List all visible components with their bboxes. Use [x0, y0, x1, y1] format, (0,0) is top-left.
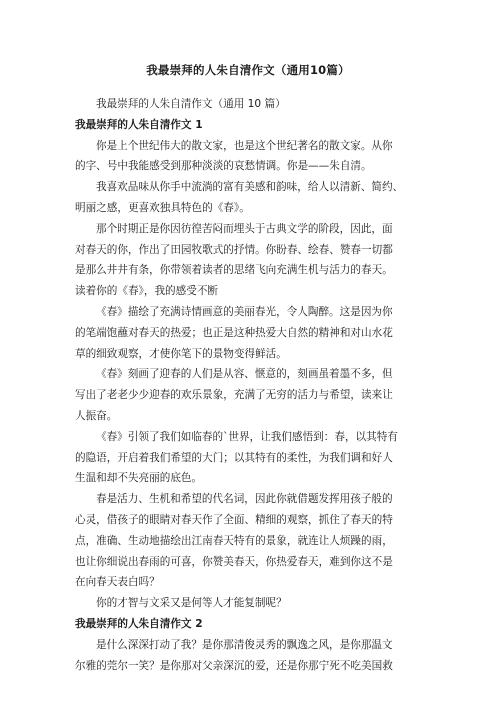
document-body	[75, 94, 426, 676]
text-line: 的隐语，开启着我们希望的大门；以其特有的柔性，为我们调和好人	[75, 451, 393, 464]
text-line: 春是活力、生机和希望的代名词，因此你就借题发挥用孩子般的	[96, 493, 393, 506]
text-line: 读着你的《春》，我的感受不断	[75, 285, 219, 298]
text-line: 草的细致观察，才使你笔下的景物变得鲜活。	[75, 347, 287, 360]
text-line: 《春》引领了我们如临春的`世界，让我们感悟到：春，以其特有	[96, 430, 398, 443]
section-heading: 我最崇拜的人朱自清作文 2	[75, 617, 203, 630]
text-line: 那个时期正是你因彷徨苦闷而埋头于古典文学的阶段，因此，面	[96, 222, 393, 235]
text-line: 的笔端饱蘸对春天的热爱；也正是这种热爱大自然的精神和对山水花	[75, 326, 393, 339]
text-line: 也让你细说出春雨的可喜，你赞美春天，你热爱春天，难到你这不是	[75, 555, 393, 568]
text-line: 我喜欢品味从你手中流淌的富有美感和韵味，给人以清新、简约、	[96, 181, 404, 194]
text-line: 在向春天表白吗？	[75, 576, 160, 589]
text-line: 尔雅的莞尔一笑？是你那对父亲深沉的爱，还是你那宁死不吃美国救	[75, 659, 393, 672]
text-line: 我最崇拜的人朱自清作文（通用 10 篇）	[96, 98, 286, 110]
text-line: 《春》刻画了迎春的人们是从容、惬意的，刻画虽着墨不多，但	[96, 368, 393, 381]
text-line: 心灵，借孩子的眼睛对春天作了全面、精细的观察，抓住了春天的特	[75, 513, 393, 526]
document-title: 我最崇拜的人朱自清作文（通用10篇）	[146, 63, 350, 77]
text-line: 是那么井井有条，你带领着读者的思绪飞向充满生机与活力的春天。	[75, 264, 393, 277]
text-line: 是什么深深打动了我？是你那清俊灵秀的飘逸之风，是你那温文	[96, 638, 393, 651]
text-line: 点，准确、生动地描绘出江南春天特有的景象，就连让人烦躁的雨，	[75, 534, 393, 547]
text-line: 对春天的你，作出了田园牧歌式的抒情。你盼春、绘春、赞春一切都	[75, 243, 393, 256]
text-line: 人振奋。	[75, 409, 118, 422]
text-line: 明丽之感，更喜欢独具特色的《春》。	[75, 201, 250, 214]
text-line: 的字、号中我能感受到那种淡淡的哀愁情调。你是——朱自清。	[75, 160, 372, 173]
text-line: 《春》描绘了充满诗情画意的美丽春光，令人陶醉。这是因为你	[96, 305, 393, 318]
section-heading: 我最崇拜的人朱自清作文 1	[75, 118, 203, 131]
text-line: 你是上个世纪伟大的散文家，也是这个世纪著名的散文家。从你	[96, 139, 393, 152]
text-line: 写出了老老少少迎春的欢乐景象，充满了无穷的活力与希望，读来让	[75, 389, 393, 402]
text-line: 你的才智与文采又是何等人才能复制呢？	[96, 597, 287, 610]
text-line: 生温和却不失亮丽的底色。	[75, 472, 203, 485]
